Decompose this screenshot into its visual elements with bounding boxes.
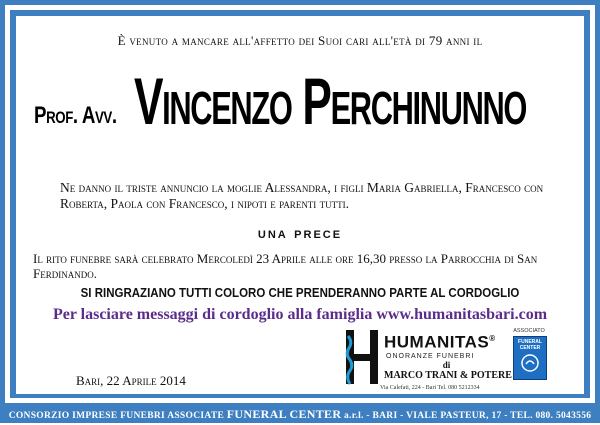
humanitas-brand: HUMANITAS® bbox=[384, 332, 496, 352]
footer-text-1: CONSORZIO IMPRESE FUNEBRI ASSOCIATE bbox=[8, 411, 227, 421]
intro-text: È venuto a mancare all'affetto dei Suoi cari all'età di 79 anni il bbox=[117, 33, 483, 48]
notice-date: Bari, 22 Aprile 2014 bbox=[76, 373, 186, 388]
logo-di: di bbox=[442, 359, 451, 370]
badge-label: ASSOCIATO bbox=[513, 328, 545, 334]
badge-emblem-icon bbox=[520, 353, 540, 373]
badge-box bbox=[513, 336, 547, 380]
logo-owner: MARCO TRANI & POTERE bbox=[384, 369, 512, 381]
humanitas-logo-text bbox=[384, 330, 512, 382]
prece-text: una prece bbox=[257, 225, 343, 242]
logo-address: Via Calefati, 224 - Bari Tel. 080 5212334 bbox=[380, 385, 480, 391]
condolence-messages-link[interactable]: Per lasciare messaggi di cordoglio alla famiglia www.humanitasbari.com bbox=[52, 306, 548, 323]
title-prefix: Prof. Avv. bbox=[34, 102, 117, 129]
footer-bar bbox=[0, 405, 600, 423]
footer-brand: FUNERAL CENTER bbox=[226, 407, 342, 421]
funeral-rite-text: Il rito funebre sarà celebrato Mercoledì 23 Aprile alle ore 16,30 presso la Parrocchia di San Ferdinando. bbox=[33, 251, 538, 281]
badge-text: FUNERAL CENTER bbox=[518, 339, 542, 351]
thanks-text: SI RINGRAZIANO TUTTI COLORO CHE PRENDERANNO PARTE AL CORDOGLIO bbox=[80, 286, 520, 300]
funeral-center-badge bbox=[510, 328, 548, 386]
announcement-text: Ne danno il triste annuncio la moglie Alessandra, i figli Maria Gabriella, Francesco con Roberta, Paola con Francesco, i nipoti e parenti tutti. bbox=[60, 180, 544, 211]
humanitas-logo-icon bbox=[344, 328, 380, 386]
footer-text-2: a.r.l. - BARI - VIALE PASTEUR, 17 - TEL. 080. 5043556 bbox=[341, 411, 592, 421]
deceased-name: Vincenzo Perchinunno bbox=[134, 64, 527, 138]
deceased-name-row bbox=[34, 64, 574, 142]
onoranze-subtitle: ONORANZE FUNEBRI bbox=[386, 352, 475, 360]
